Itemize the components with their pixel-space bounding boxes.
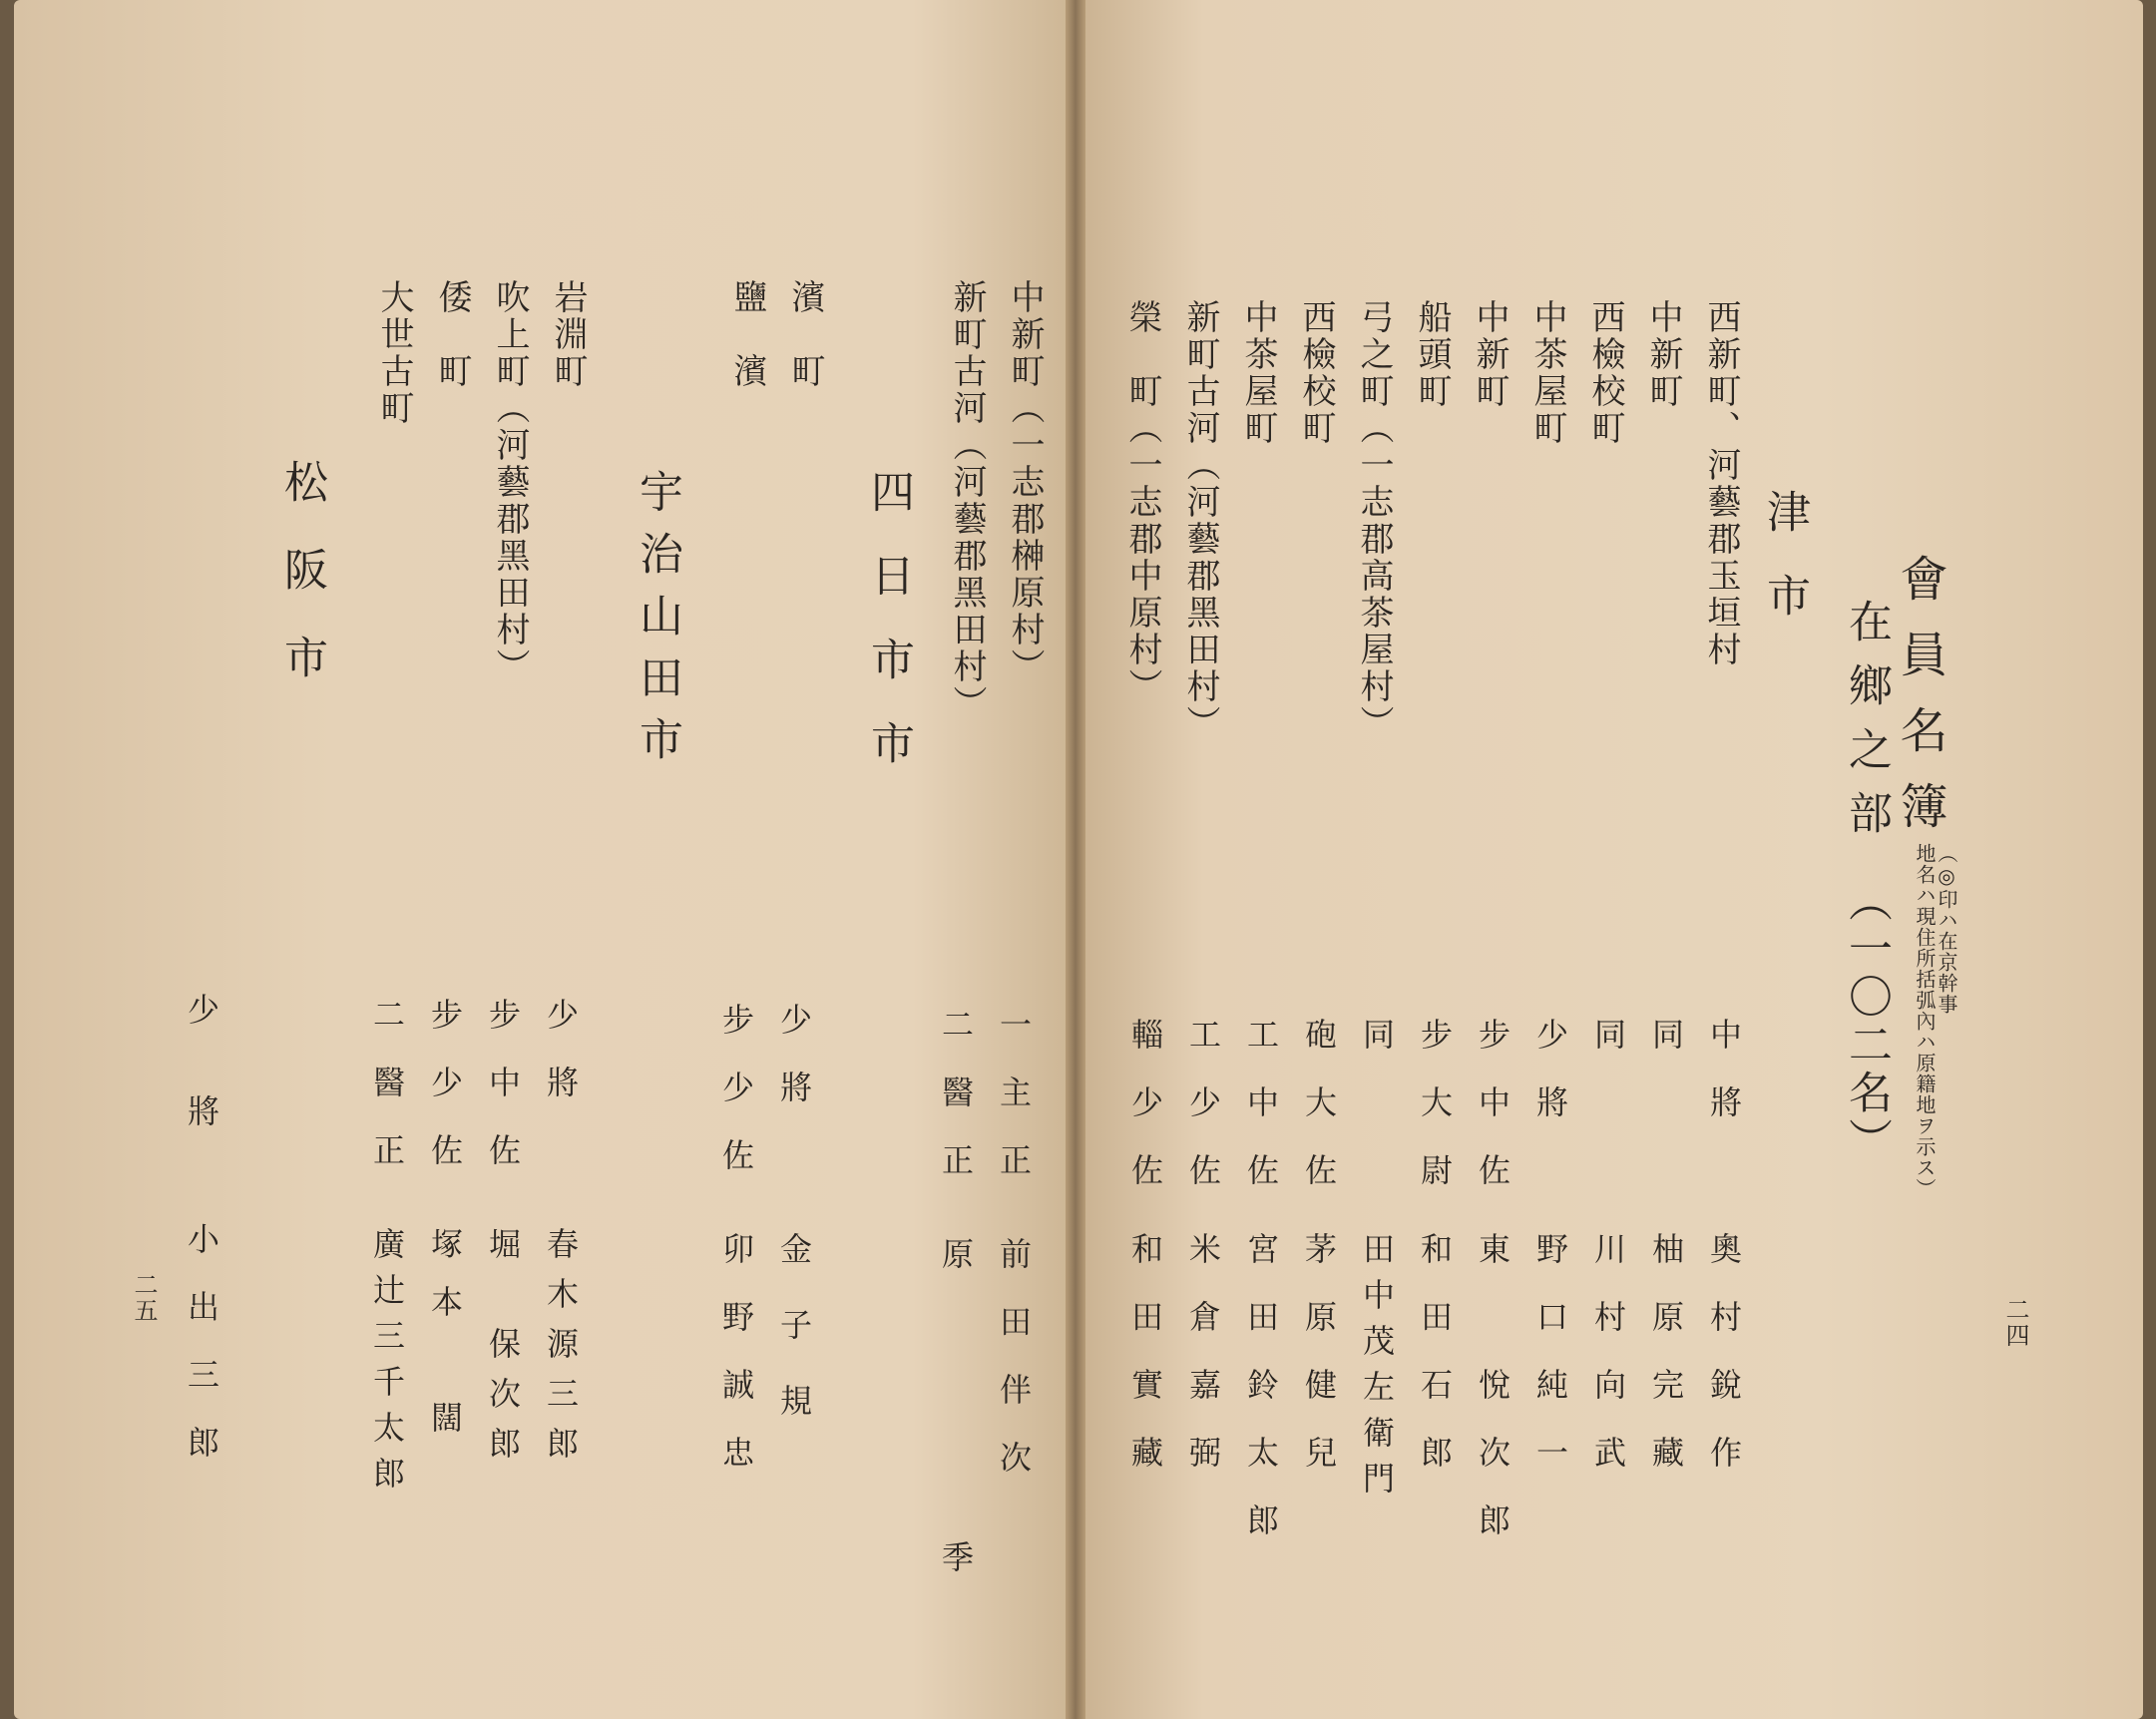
city-heading-tsu: 津市 xyxy=(1759,489,1810,656)
name-text: 塚本 闊 xyxy=(426,1227,464,1459)
name-text: 田中茂左衛門 xyxy=(1358,1232,1396,1507)
rank-text: 少將 xyxy=(183,993,220,1196)
rank-text: 砲大佐 xyxy=(1300,1018,1338,1221)
rank-text: 少將 xyxy=(775,1003,813,1138)
name-text: 堀 保次郎 xyxy=(484,1227,522,1477)
name-text: 卯野誠忠 xyxy=(717,1232,755,1504)
rank-text: 步少佐 xyxy=(426,998,464,1201)
book-gutter xyxy=(1066,0,1085,1719)
rank-text: 步中佐 xyxy=(1474,1018,1511,1221)
rank-text: 少將 xyxy=(1531,1018,1569,1153)
rank-text: 步大尉 xyxy=(1416,1018,1454,1221)
place-text: 新町古河（河藝郡黑田村） xyxy=(947,279,987,722)
city-heading-yokkaichi: 四日市市 xyxy=(863,469,914,804)
name-text: 奧村銳作 xyxy=(1705,1232,1743,1504)
header-note-2: 地名ハ現住所括弧內ハ原籍地ヲ示ス） xyxy=(1913,843,1937,1199)
section-count: （一〇二名） xyxy=(1841,878,1892,1165)
place-text: 倭 町 xyxy=(432,279,472,390)
rank-text: 二醫正 xyxy=(937,1008,975,1211)
rank-text: 同 xyxy=(1589,1018,1627,1085)
place-text: 濱 町 xyxy=(785,279,825,390)
place-text: 弓之町（一志郡高茶屋村） xyxy=(1354,299,1394,742)
name-text: 和田石郎 xyxy=(1416,1232,1454,1504)
name-text: 東 悅次郎 xyxy=(1474,1232,1511,1571)
name-text: 前田伴次 xyxy=(995,1237,1033,1508)
name-text: 米倉嘉弼 xyxy=(1184,1232,1222,1504)
place-text: 鹽 濱 xyxy=(727,279,767,390)
city-heading-matsusaka: 松阪市 xyxy=(276,459,327,722)
place-text: 西檢校町 xyxy=(1585,299,1625,447)
place-text: 吹上町（河藝郡黑田村） xyxy=(490,279,530,685)
rank-text: 同 xyxy=(1358,1018,1396,1085)
name-text: 茅原健兒 xyxy=(1300,1232,1338,1504)
rank-text: 少將 xyxy=(542,998,580,1133)
place-text: 西檢校町 xyxy=(1296,299,1336,447)
name-text: 宮田鈴太郎 xyxy=(1242,1232,1280,1571)
name-text: 廣辻三千太郎 xyxy=(368,1227,406,1503)
place-text: 中新町 xyxy=(1470,299,1509,410)
rank-text: 中將 xyxy=(1705,1018,1743,1153)
header-note-1: （◎印ハ在京幹事 xyxy=(1935,843,1958,1015)
city-heading-ujiyamada: 宇治山田市 xyxy=(632,469,682,778)
place-text: 新町古河（河藝郡黑田村） xyxy=(1180,299,1220,742)
page-number-right: 二四 xyxy=(2001,1297,2029,1349)
name-text: 柚原完藏 xyxy=(1647,1232,1685,1504)
place-text: 中茶屋町 xyxy=(1238,299,1278,447)
name-text: 川村向武 xyxy=(1589,1232,1627,1504)
section-title: 在鄉之部 xyxy=(1841,599,1892,854)
place-text: 西新町、河藝郡玉垣村 xyxy=(1701,299,1741,668)
page-number-left: 二五 xyxy=(130,1272,158,1324)
rank-text: 步少佐 xyxy=(717,1003,755,1206)
name-text: 春木源三郎 xyxy=(542,1227,580,1477)
place-text: 中茶屋町 xyxy=(1527,299,1567,447)
rank-text: 輜少佐 xyxy=(1126,1018,1164,1221)
name-text: 小出三郎 xyxy=(183,1222,220,1494)
place-text: 大世古町 xyxy=(374,279,414,427)
rank-text: 同 xyxy=(1647,1018,1685,1085)
place-text: 榮 町（一志郡中原村） xyxy=(1122,299,1162,705)
rank-text: 二醫正 xyxy=(368,998,406,1201)
place-text: 岩淵町 xyxy=(548,279,588,390)
place-text: 中新町 xyxy=(1643,299,1683,410)
rank-text: 步中佐 xyxy=(484,998,522,1201)
rank-text: 工中佐 xyxy=(1242,1018,1280,1221)
place-text: 船頭町 xyxy=(1412,299,1452,410)
name-text: 原 季 xyxy=(937,1237,975,1692)
name-text: 金子規 xyxy=(775,1232,813,1460)
page-title: 會員名簿 xyxy=(1892,554,1947,857)
rank-text: 一主正 xyxy=(995,1008,1033,1211)
name-text: 野口純一 xyxy=(1531,1232,1569,1504)
name-text: 和田實藏 xyxy=(1126,1232,1164,1504)
rank-text: 工少佐 xyxy=(1184,1018,1222,1221)
place-text: 中新町（一志郡榊原村） xyxy=(1005,279,1045,685)
